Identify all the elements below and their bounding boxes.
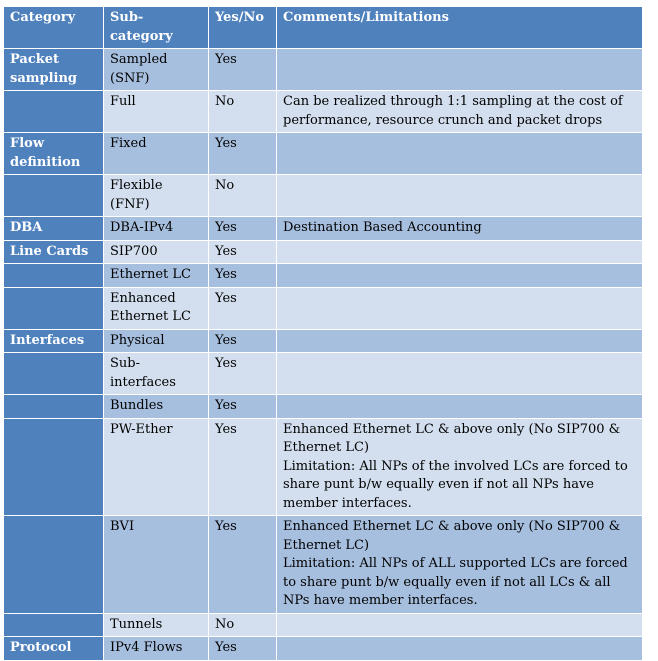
comment-cell [277,240,643,264]
table-row [4,217,643,241]
category-cell: Protocol [4,637,104,661]
yesno-cell: No [209,175,277,217]
table-row [4,516,643,614]
comment-cell [277,613,643,637]
subcategory-cell: Sub-interfaces [104,353,209,395]
subcategory-cell: Enhanced Ethernet LC [104,287,209,329]
comment-cell [277,353,643,395]
comment-cell [277,395,643,419]
header-subcategory: Sub-category [104,7,209,49]
header-comments: Comments/Limitations [277,7,643,49]
comment-cell [277,175,643,217]
feature-support-table [3,6,643,661]
table-row [4,613,643,637]
comment-cell [277,49,643,91]
table-row [4,91,643,133]
subcategory-cell: DBA-IPv4 [104,217,209,241]
comment-cell [277,264,643,288]
yesno-cell: Yes [209,516,277,614]
table-row [4,637,643,661]
subcategory-cell: Sampled (SNF) [104,49,209,91]
yesno-cell: Yes [209,329,277,353]
table-row [4,353,643,395]
subcategory-cell: PW-Ether [104,418,209,516]
category-cell [4,418,104,516]
subcategory-cell: Tunnels [104,613,209,637]
table-row [4,264,643,288]
header-row [4,7,643,49]
subcategory-cell: IPv4 Flows [104,637,209,661]
yesno-cell: Yes [209,395,277,419]
category-cell [4,516,104,614]
header-category: Category [4,7,104,49]
yesno-cell: Yes [209,217,277,241]
yesno-cell: Yes [209,264,277,288]
comment-cell [277,637,643,661]
category-cell: Interfaces [4,329,104,353]
comment-cell [277,516,643,614]
category-cell: DBA [4,217,104,241]
table-row [4,287,643,329]
table-row [4,133,643,175]
comment-line: Enhanced Ethernet LC & above only (No SIP700 & Ethernet LC) [283,519,621,553]
table-row [4,329,643,353]
yesno-cell: Yes [209,133,277,175]
limitation-line: Limitation: All NPs of ALL supported LCs are forced to share punt b/w equally even if not all LCs & all NPs have member interfaces. [283,556,628,608]
subcategory-cell: BVI [104,516,209,614]
header-yesno: Yes/No [209,7,277,49]
subcategory-cell: Full [104,91,209,133]
yesno-cell: Yes [209,637,277,661]
subcategory-cell: Ethernet LC [104,264,209,288]
category-cell [4,264,104,288]
category-cell [4,395,104,419]
table-row [4,395,643,419]
comment-cell [277,287,643,329]
table-row [4,418,643,516]
category-cell: Flow definition [4,133,104,175]
subcategory-cell: SIP700 [104,240,209,264]
subcategory-cell: Flexible (FNF) [104,175,209,217]
table-row [4,175,643,217]
yesno-cell: Yes [209,240,277,264]
yesno-cell: Yes [209,418,277,516]
category-cell [4,287,104,329]
comment-cell [277,329,643,353]
subcategory-cell: Physical [104,329,209,353]
subcategory-cell: Bundles [104,395,209,419]
category-cell [4,613,104,637]
comment-line: Enhanced Ethernet LC & above only (No SIP700 & Ethernet LC) [283,421,621,455]
comment-cell: Destination Based Accounting [277,217,643,241]
yesno-cell: No [209,613,277,637]
limitation-line: Limitation: All NPs of the involved LCs are forced to share punt b/w equally even if not all NPs have member interfaces. [283,458,628,511]
table-row [4,49,643,91]
subcategory-cell: Fixed [104,133,209,175]
category-cell [4,175,104,217]
comment-cell: Can be realized through 1:1 sampling at the cost of performance, resource crunch and packet drops [277,91,643,133]
category-cell: Packet sampling [4,49,104,91]
category-cell [4,91,104,133]
yesno-cell: Yes [209,49,277,91]
comment-cell [277,133,643,175]
yesno-cell: No [209,91,277,133]
yesno-cell: Yes [209,353,277,395]
yesno-cell: Yes [209,287,277,329]
category-cell: Line Cards [4,240,104,264]
comment-cell [277,418,643,516]
table-row [4,240,643,264]
category-cell [4,353,104,395]
